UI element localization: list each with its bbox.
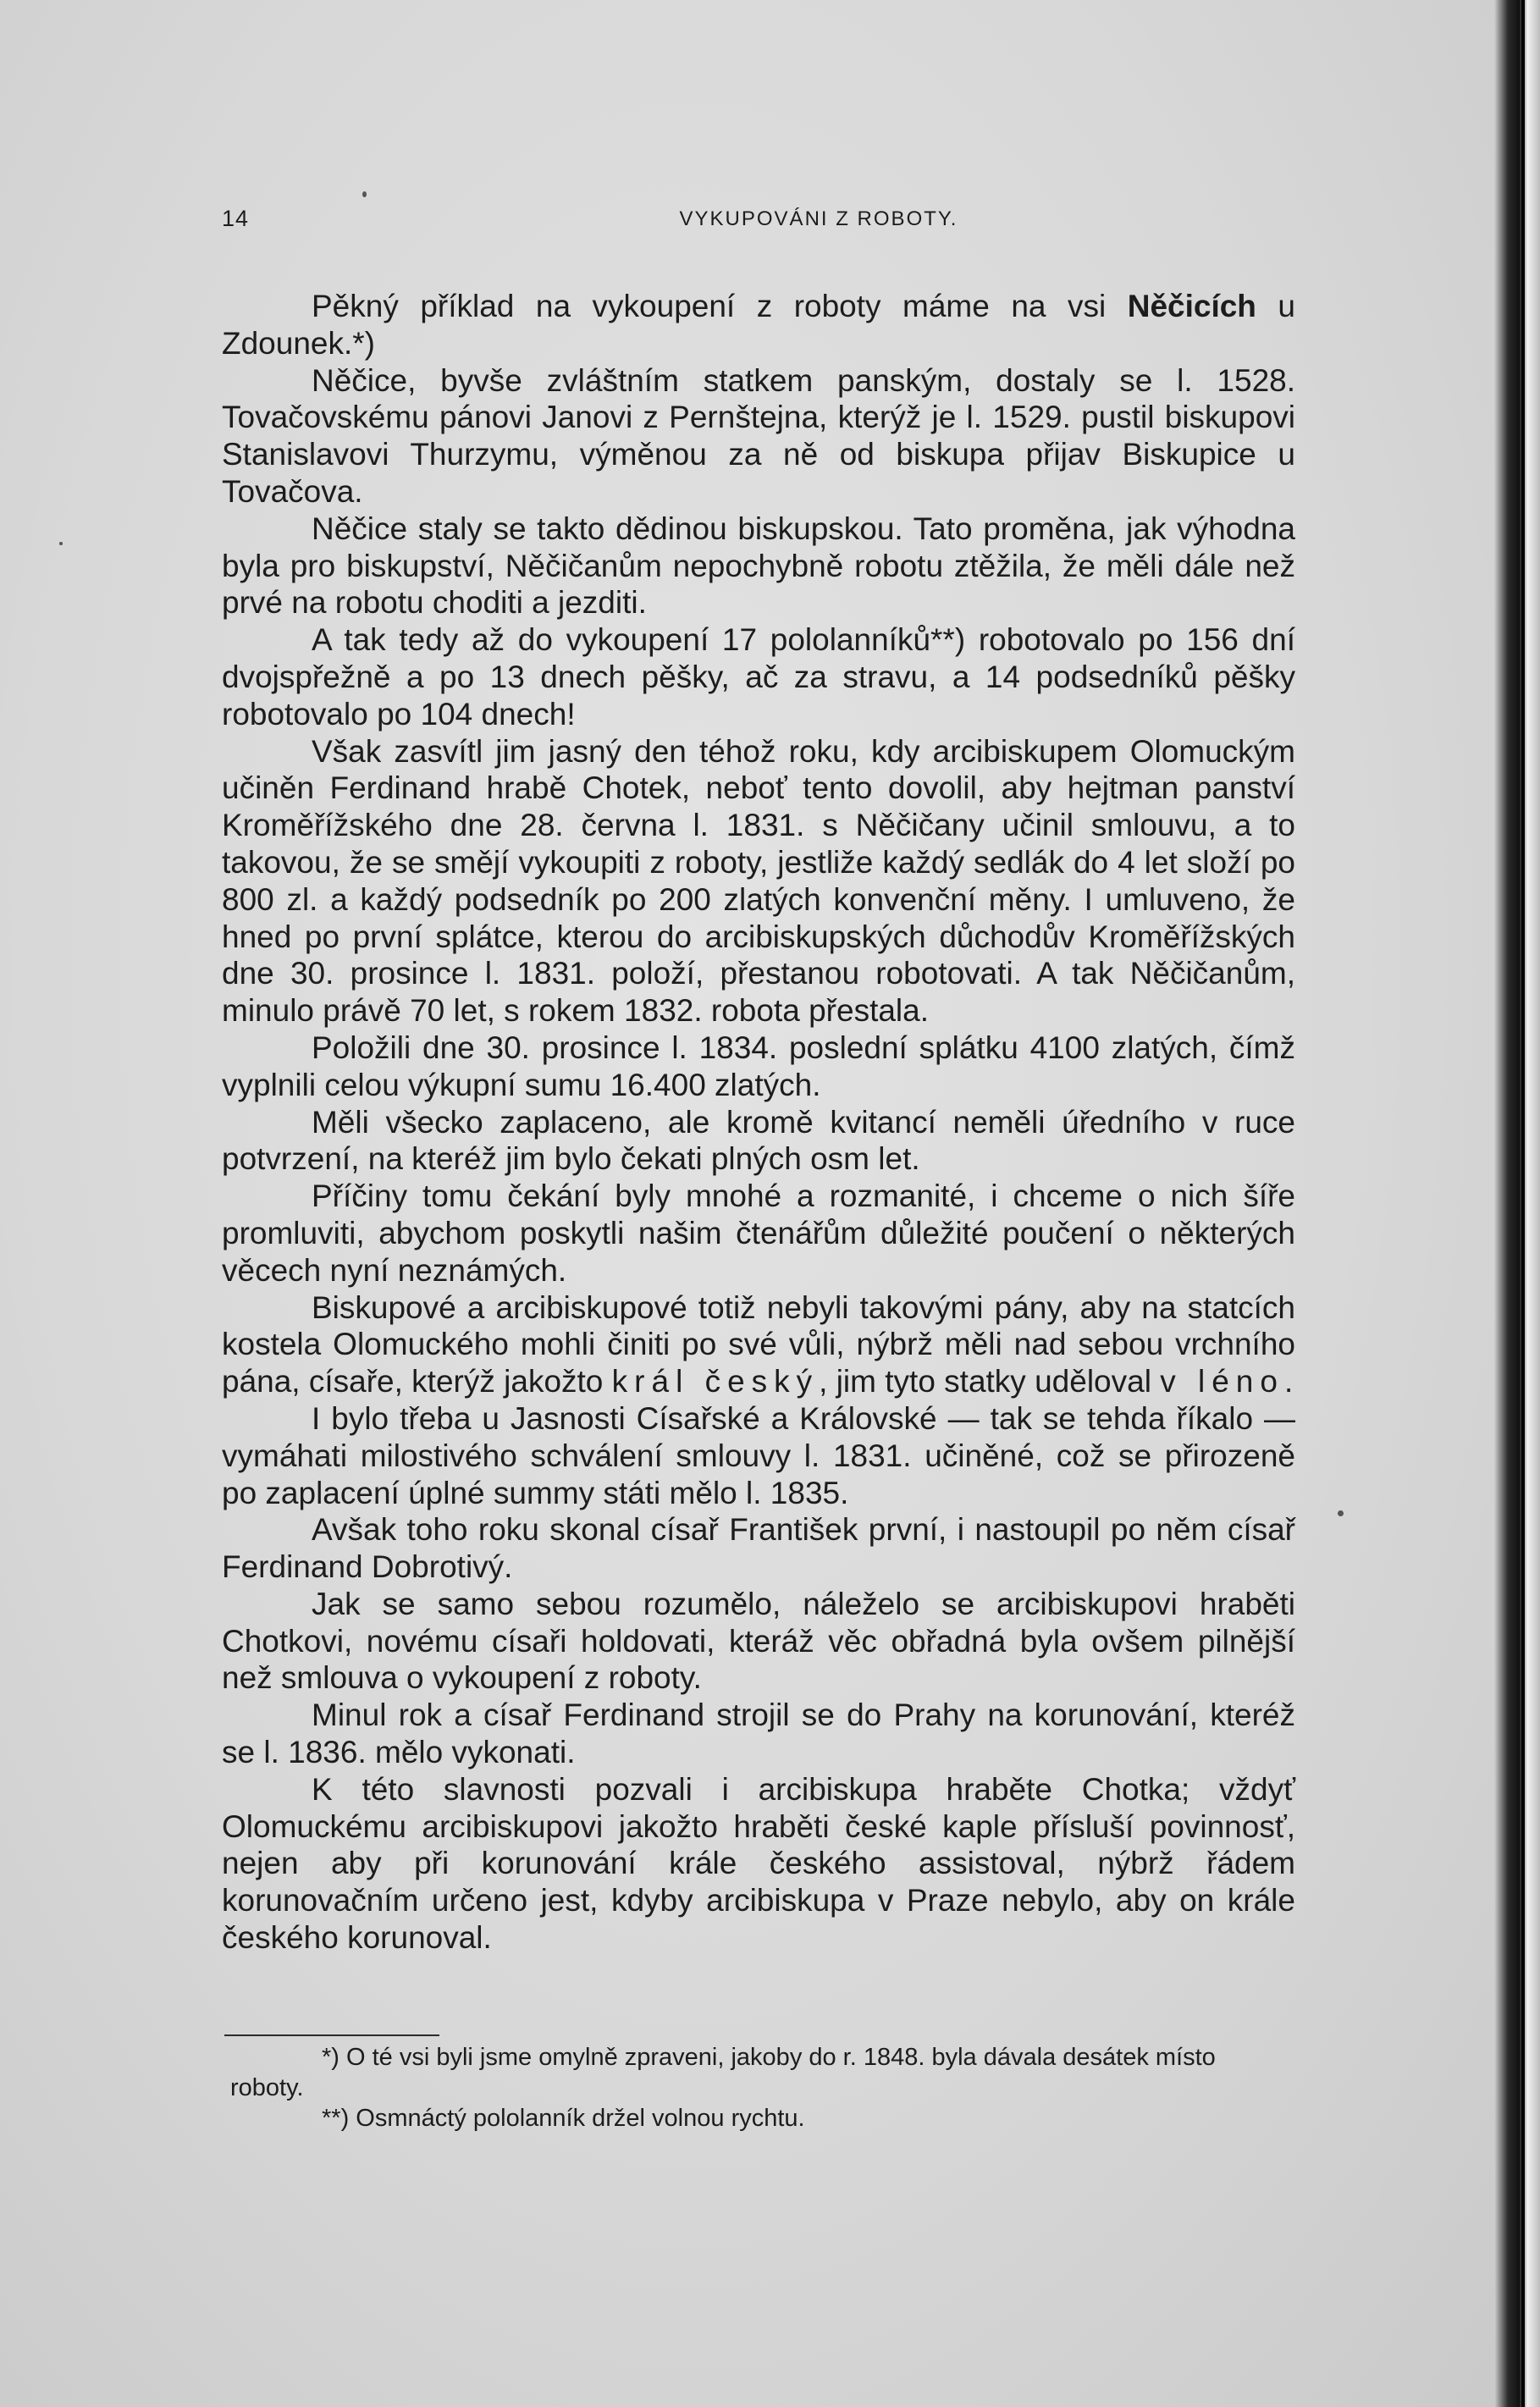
paragraph-9-text-middle: , jim tyto statky uděloval xyxy=(819,1364,1161,1399)
footnotes xyxy=(230,2042,1295,2134)
place-name-necice: Něčicích xyxy=(1127,289,1256,323)
paragraph-9 xyxy=(222,1289,1295,1400)
paragraph-1 xyxy=(222,288,1295,362)
footnote-1: *) O té vsi byli jsme omylně zpraveni, jakoby do r. 1848. byla dávala desátek místo roboty. xyxy=(230,2044,1216,2101)
paragraph-4: A tak tedy až do vykoupení 17 pololanníků**) robotovalo po 156 dní dvojspřežně a po 13 dnech pěšky, ač za stravu, a 14 podsedníků pěšky robotovalo po 104 dnech! xyxy=(222,622,1295,731)
paragraph-1-text-end: u Zdounek.*) xyxy=(222,289,1295,361)
paragraph-11: Avšak toho roku skonal císař František první, i nastoupil po něm císař Ferdinand Dobrotivý. xyxy=(222,1512,1295,1585)
paragraph-6: Položili dne 30. prosince l. 1834. poslední splátku 4100 zlatých, čímž vyplnili celou výkupní sumu 16.400 zlatých. xyxy=(222,1030,1295,1102)
paragraph-3: Něčice staly se takto dědinou biskupskou. Tato proměna, jak výhodna byla pro biskupství, Něčičanům nepochybně robotu ztěžila, že měli dále než prvé na robotu choditi a jezditi. xyxy=(222,511,1295,621)
spaced-phrase-v-leno: v léno xyxy=(1160,1364,1284,1399)
paragraph-8: Příčiny tomu čekání byly mnohé a rozmanité, i chceme o nich šíře promluviti, abychom poskytli našim čtenářům důležité poučení o některých věcech nyní neznámých. xyxy=(222,1179,1295,1288)
paragraph-2: Něčice, byvše zvláštním statkem panským, dostaly se l. 1528. Tovačovskému pánovi Janovi z Pernštejna, kterýž je l. 1529. pustil biskupovi Stanislavovi Thurzymu, výměnou za ně od biskupa přijav Biskupice u Tovačova. xyxy=(222,362,1295,509)
paragraph-12: Jak se samo sebou rozumělo, náleželo se arcibiskupovi hraběti Chotkovi, novému císaři holdovati, kteráž věc obřadná byla ovšem pilnější než smlouva o vykoupení z roboty. xyxy=(222,1586,1295,1696)
scan-speck xyxy=(362,191,367,197)
footnote-2: **) Osmnáctý pololanník držel volnou rychtu. xyxy=(322,2105,805,2132)
paragraph-13: Minul rok a císař Ferdinand strojil se do Prahy na korunování, kteréž se l. 1836. mělo vykonati. xyxy=(222,1698,1295,1770)
paragraph-10: I bylo třeba u Jasnosti Císařské a Královské — tak se tehda říkalo — vymáhati milostivého schválení smlouvy l. 1831. učiněné, což se přirozeně po zaplacení úplné summy státi mělo l. 1835. xyxy=(222,1400,1295,1510)
running-title: VYKUPOVÁNI Z ROBOTY. xyxy=(679,207,958,230)
paragraph-5: Však zasvítl jim jasný den téhož roku, kdy arcibiskupem Olomuckým učiněn Ferdinand hrabě Chotek, neboť tento dovolil, aby hejtman panství Kroměřížského dne 28. června l. 1831. s Něčičany učinil smlouvu, a to takovou, že se smějí vykoupiti z roboty, jestliže každý sedlák do 4 let složí po 800 zl. a každý podsedník po 200 zlatých konvenční měny. I umluveno, že hned po první splátce, kterou do arcibiskupských důchodův Kroměřížských dne 30. prosince l. 1831. položí, přestanou robotovati. A tak Něčičanům, minulo právě 70 let, s rokem 1832. robota přestala. xyxy=(222,733,1295,1029)
page-edge-line xyxy=(1521,0,1525,2407)
paragraph-1-text: Pěkný příklad na vykoupení z roboty máme na vsi xyxy=(312,289,1128,323)
scan-speck xyxy=(59,542,63,545)
paragraph-9-text-end: . xyxy=(1283,1364,1294,1399)
page-edge-shadow xyxy=(1494,0,1540,2407)
page-number: 14 xyxy=(222,206,250,231)
running-head xyxy=(222,206,1314,240)
paragraph-9-text: Biskupové a arcibiskupové totiž nebyli takovými pány, aby na statcích kostela Olomuckého mohli činiti po své vůli, nýbrž měli nad sebou vrchního pána, císaře, kterýž jakožto xyxy=(222,1289,1295,1399)
paragraph-7: Měli všecko zaplaceno, ale kromě kvitancí neměli úředního v ruce potvrzení, na kteréž jim bylo čekati plných osm let. xyxy=(222,1104,1295,1177)
scan-speck xyxy=(1338,1510,1344,1516)
paragraph-14: K této slavnosti pozvali i arcibiskupa hraběte Chotka; vždyť Olomuckému arcibiskupovi jakožto hraběti české kaple přísluší povinnosť, nejen aby při korunování krále českého assistoval, nýbrž řádem korunovačním určeno jest, kdyby arcibiskupa v Praze nebylo, aby on krále českého korunoval. xyxy=(222,1771,1295,1956)
body-text xyxy=(222,288,1295,1957)
spaced-phrase-kral-cesky: král český xyxy=(611,1364,820,1399)
footnote-rule xyxy=(224,2034,439,2036)
